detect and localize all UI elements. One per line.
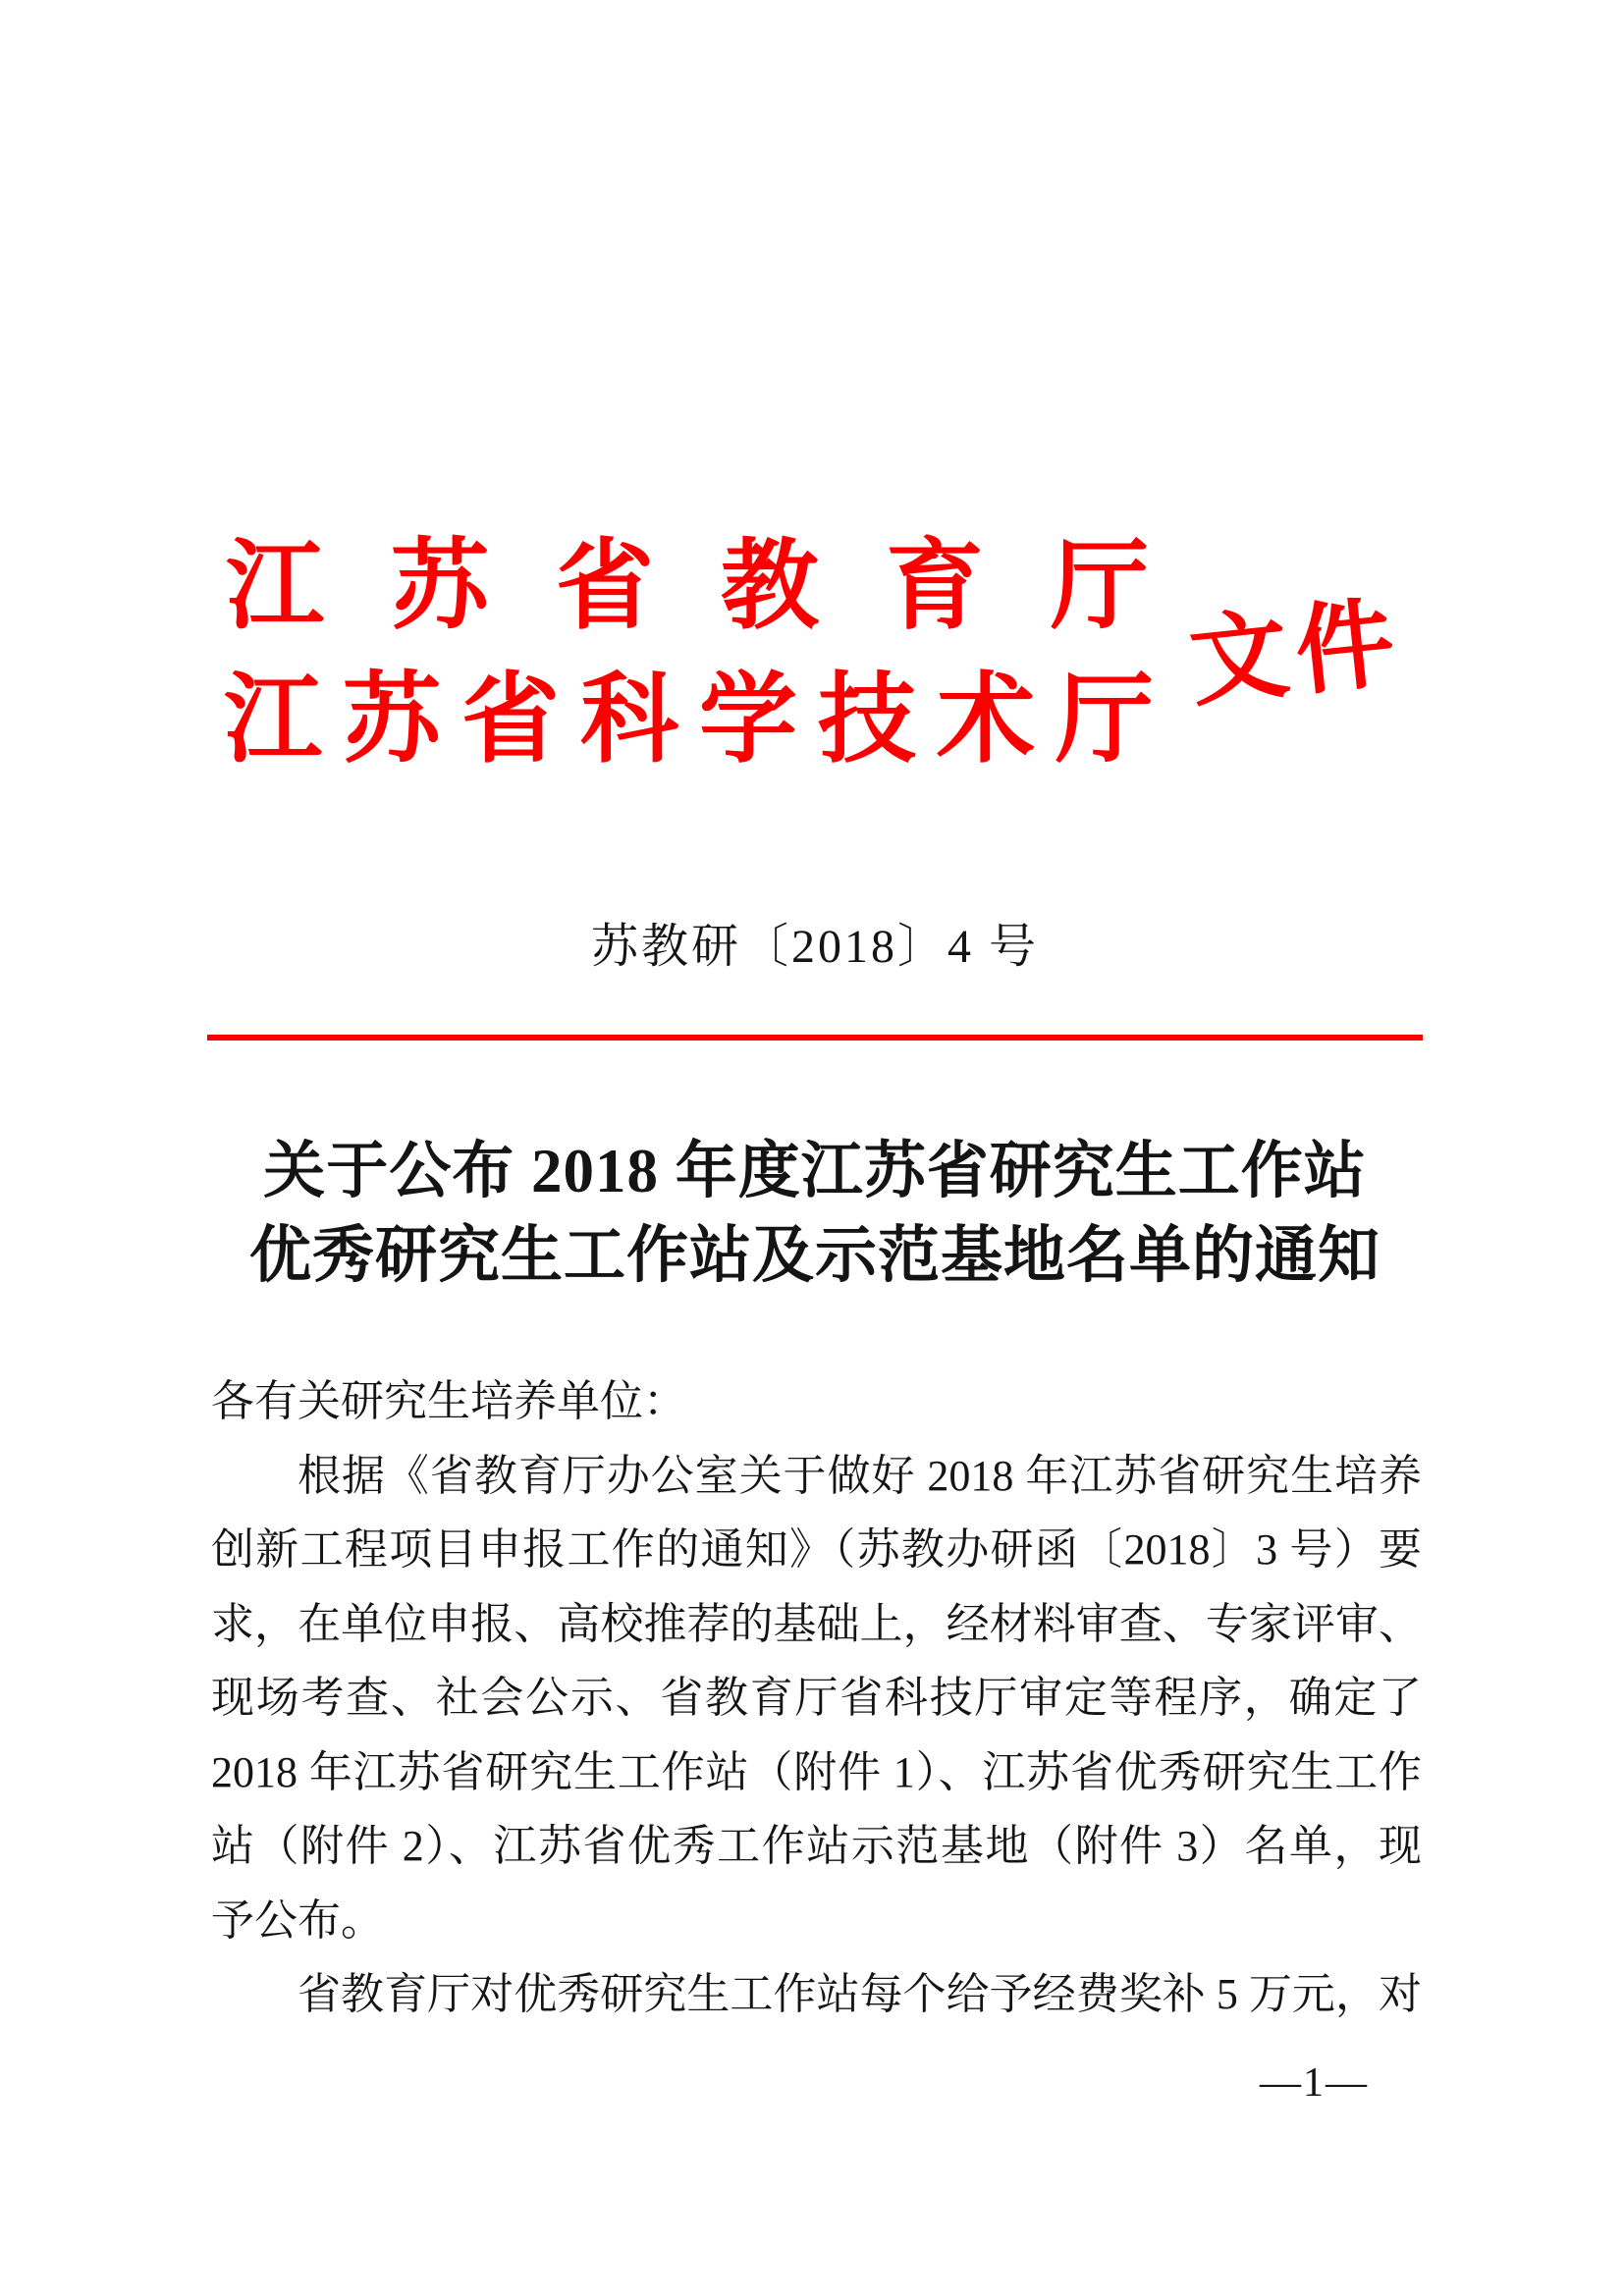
header-agency-line1: 江苏省教育厅	[226, 532, 1216, 641]
page-number: —1—	[1260, 2060, 1369, 2106]
title-line-2: 优秀研究生工作站及示范基地名单的通知	[249, 1221, 1380, 1290]
doc-number: 苏教研〔2018〕4 号	[590, 921, 1039, 973]
body-line: 予公布。	[211, 1896, 384, 1945]
body-line: 现场考查、社会公示、省教育厅省科技厅审定等程序，确定了	[211, 1674, 1422, 1722]
body-line: 求，在单位申报、高校推荐的基础上，经材料审查、专家评审、	[211, 1599, 1422, 1648]
title-line-1: 关于公布 2018 年度江苏省研究生工作站	[263, 1137, 1367, 1205]
header-agency-line2: 江苏省科学技术厅	[224, 666, 1174, 774]
body-line: 2018 年江苏省研究生工作站（附件 1）、江苏省优秀研究生工作	[211, 1747, 1422, 1796]
red-divider-rule	[207, 1035, 1423, 1041]
salutation-line: 各有关研究生培养单位：	[211, 1377, 686, 1425]
document-body	[211, 1364, 1422, 2032]
body-line: 站（附件 2）、江苏省优秀工作站示范基地（附件 3）名单，现	[211, 1822, 1422, 1870]
body-line: 根据《省教育厅办公室关于做好 2018 年江苏省研究生培养	[298, 1451, 1422, 1500]
document-title	[207, 1129, 1423, 1298]
header-doc-type-label: 文件	[1184, 588, 1408, 719]
body-line: 省教育厅对优秀研究生工作站每个给予经费奖补 5 万元，对	[298, 1970, 1422, 2018]
body-line: 创新工程项目申报工作的通知》（苏教办研函〔2018〕3 号）要	[211, 1525, 1422, 1574]
